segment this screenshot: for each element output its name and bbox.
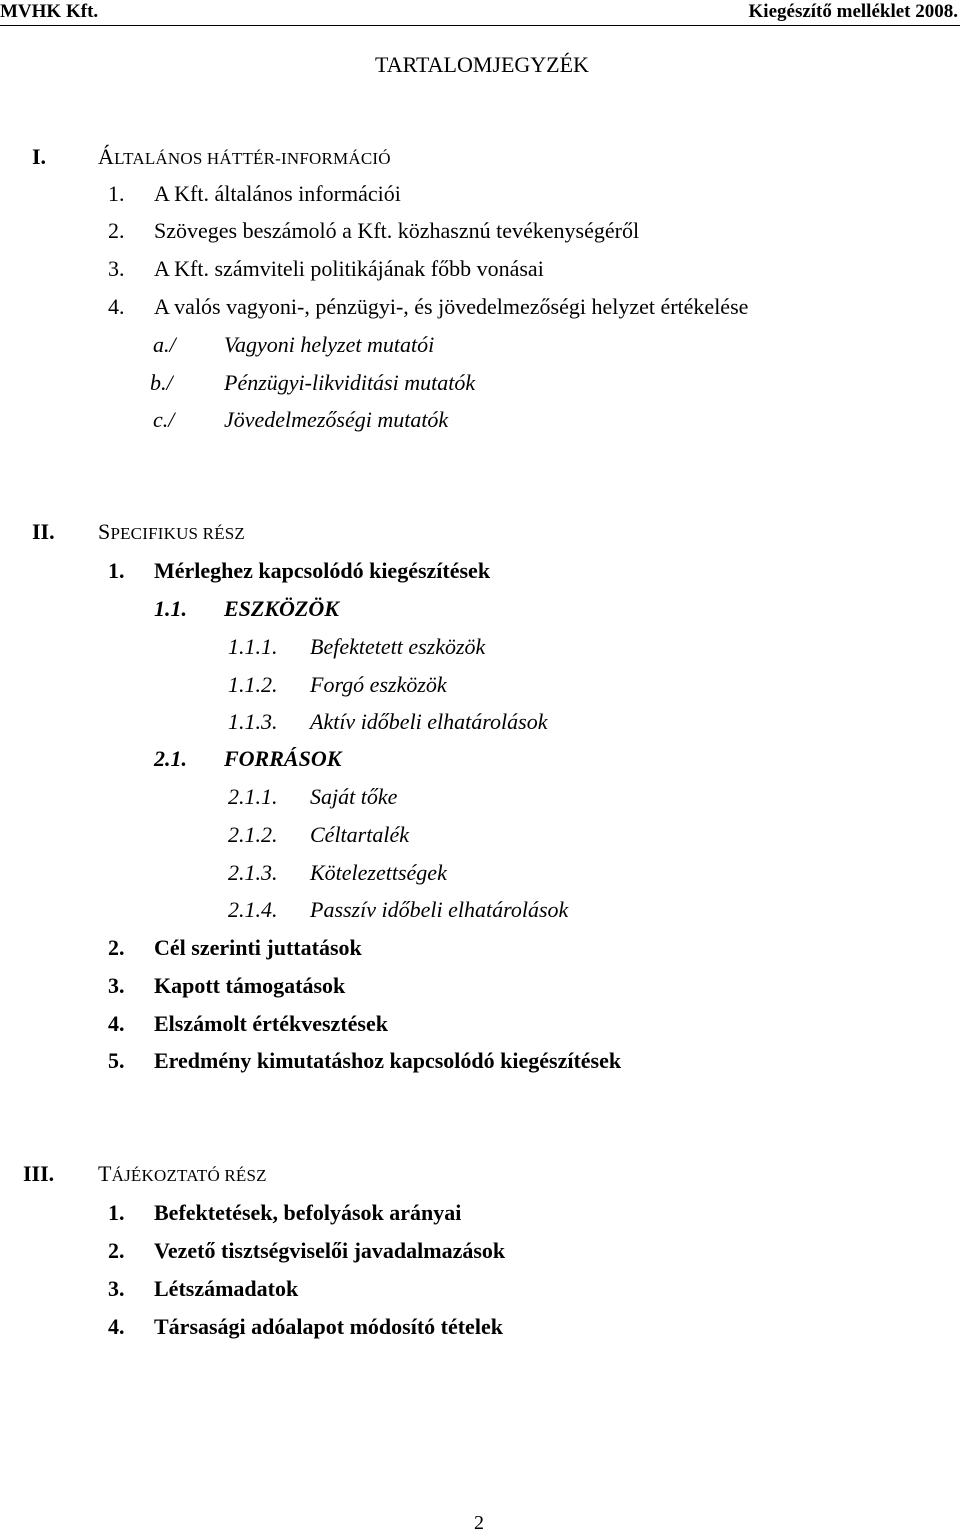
section-number: I. (32, 144, 47, 169)
header-company: MVHK Kft. (0, 1, 99, 22)
page-title: TARTALOMJEGYZÉK (375, 52, 589, 77)
header-document-title: Kiegészítő melléklet 2008. (748, 1, 958, 22)
section-title: SPECIFIKUS RÉSZ (98, 519, 246, 544)
header-divider (0, 25, 960, 26)
section-title: TÁJÉKOZTATÓ RÉSZ (98, 1161, 267, 1186)
page-number: 2 (474, 1512, 484, 1534)
section-title: ÁLTALÁNOS HÁTTÉR-INFORMÁCIÓ (98, 144, 391, 169)
section-number: II. (32, 519, 55, 544)
section-number: III. (23, 1161, 55, 1186)
